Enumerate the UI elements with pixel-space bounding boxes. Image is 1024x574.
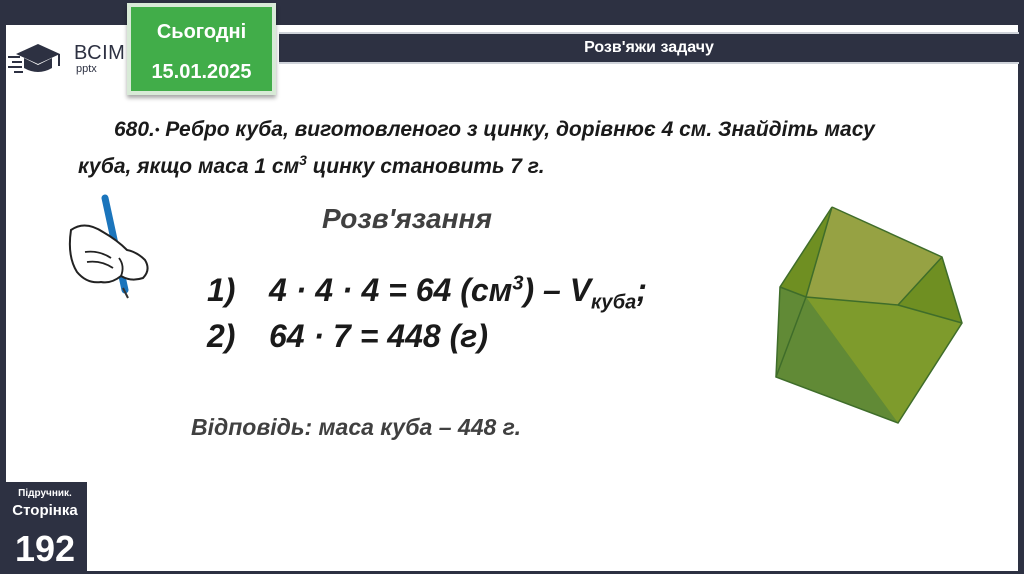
header-title: Розв'яжи задачу [584,39,714,56]
solution-step-2: 2) 64 · 7 = 448 (г) [207,318,488,354]
header-bar [279,32,1019,64]
solution-heading: Розв'язання [322,203,492,234]
step-1-number: 1) [207,272,236,308]
page-label-page: Сторінка [12,502,78,519]
answer-text: Відповідь: маса куба – 448 г. [191,414,522,440]
solution-step-1: 1) 4 · 4 · 4 = 64 $(см^3) - V_{куба}$; [207,272,647,314]
hand-writing-icon [65,192,160,302]
cube-illustration [770,205,970,430]
problem-line1: Ребро куба, виготовленого з цинку, дорівнює 4 см. Знайдіть масу [159,118,875,141]
problem-number: 680. [114,118,155,141]
logo-text: ВСІМ [74,42,126,64]
page-reference [3,482,87,572]
date-label: Сьогодні [156,21,247,43]
logo [8,38,126,82]
logo-subtext: pptx [76,63,97,75]
date-badge [127,3,276,95]
logo-icon [8,38,72,82]
problem-line2: куба, якщо маса 1 см [78,155,300,178]
page-label-textbook: Підручник. [18,488,72,499]
page-number: 192 [14,528,76,569]
date-value: 15.01.2025 [151,61,252,83]
problem-statement: 680.• Ребро куба, виготовленого з цинку, дорівнює 4 см. Знайдіть масу куба, якщо маса 1 $см^3$ цинку становить 7 г. [78,118,875,178]
step-2-number: 2) [207,318,236,354]
